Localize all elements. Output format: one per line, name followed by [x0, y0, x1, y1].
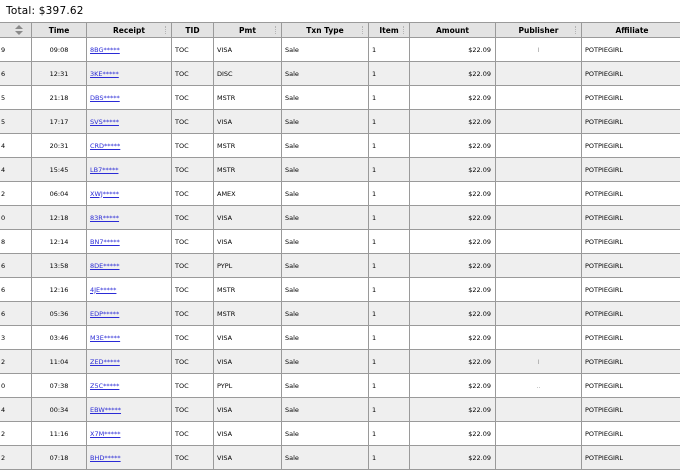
row-index-cell: 8	[0, 230, 32, 254]
table-row[interactable]	[0, 206, 680, 230]
row-index-cell: 6	[0, 254, 32, 278]
payment-method-cell: VISA	[214, 446, 282, 470]
affiliate-cell: POTPIEGIRL	[582, 38, 680, 62]
affiliate-cell: POTPIEGIRL	[582, 134, 680, 158]
table-row[interactable]	[0, 134, 680, 158]
time-cell: 12:14	[32, 230, 87, 254]
receipt-link[interactable]: ZED*****	[90, 357, 120, 366]
txn-type-cell: Sale	[282, 38, 369, 62]
txn-type-cell: Sale	[282, 230, 369, 254]
row-index-cell: 2	[0, 446, 32, 470]
tid-cell: TOC	[172, 278, 214, 302]
payment-method-cell: VISA	[214, 422, 282, 446]
tid-cell: TOC	[172, 86, 214, 110]
table-row[interactable]	[0, 86, 680, 110]
column-header-time[interactable]: Time	[32, 23, 87, 38]
row-index-cell: 6	[0, 302, 32, 326]
row-index-cell: 6	[0, 62, 32, 86]
publisher-cell	[496, 302, 582, 326]
row-index-cell: 4	[0, 158, 32, 182]
txn-type-cell: Sale	[282, 350, 369, 374]
table-header-row	[0, 23, 680, 38]
publisher-cell	[496, 206, 582, 230]
receipt-cell	[87, 398, 172, 422]
payment-method-cell: VISA	[214, 206, 282, 230]
amount-cell: $22.09	[410, 254, 496, 278]
receipt-link[interactable]: XWJ*****	[90, 189, 120, 198]
receipt-link[interactable]: CRD*****	[90, 141, 121, 150]
time-cell: 12:18	[32, 206, 87, 230]
txn-type-cell: Sale	[282, 158, 369, 182]
payment-method-cell: VISA	[214, 398, 282, 422]
tid-cell: TOC	[172, 38, 214, 62]
row-index-cell: 0	[0, 374, 32, 398]
time-cell: 21:18	[32, 86, 87, 110]
txn-type-cell: Sale	[282, 374, 369, 398]
receipt-link[interactable]: 8BG*****	[90, 45, 120, 54]
payment-method-cell: VISA	[214, 350, 282, 374]
txn-type-cell: Sale	[282, 62, 369, 86]
publisher-cell	[496, 134, 582, 158]
amount-cell: $22.09	[410, 374, 496, 398]
tid-cell: TOC	[172, 158, 214, 182]
time-cell: 00:34	[32, 398, 87, 422]
transactions-table	[0, 22, 680, 470]
amount-cell: $22.09	[410, 302, 496, 326]
affiliate-cell: POTPIEGIRL	[582, 110, 680, 134]
tid-cell: TOC	[172, 62, 214, 86]
publisher-cell	[496, 326, 582, 350]
time-cell: 17:17	[32, 110, 87, 134]
amount-cell: $22.09	[410, 230, 496, 254]
row-index-cell: 2	[0, 182, 32, 206]
publisher-cell	[496, 398, 582, 422]
affiliate-cell: POTPIEGIRL	[582, 230, 680, 254]
table-row[interactable]	[0, 110, 680, 134]
tid-cell: TOC	[172, 302, 214, 326]
affiliate-cell: POTPIEGIRL	[582, 254, 680, 278]
table-row[interactable]	[0, 350, 680, 374]
affiliate-cell: POTPIEGIRL	[582, 422, 680, 446]
tid-cell: TOC	[172, 374, 214, 398]
receipt-cell	[87, 182, 172, 206]
table-row[interactable]	[0, 230, 680, 254]
time-cell: 13:58	[32, 254, 87, 278]
receipt-cell	[87, 446, 172, 470]
time-cell: 09:08	[32, 38, 87, 62]
column-header-label: Pmt	[239, 25, 256, 35]
affiliate-cell: POTPIEGIRL	[582, 446, 680, 470]
column-header-tid[interactable]: TID	[172, 23, 214, 38]
table-row[interactable]	[0, 446, 680, 470]
item-cell: 1	[369, 38, 410, 62]
table-row[interactable]	[0, 254, 680, 278]
item-cell: 1	[369, 398, 410, 422]
amount-cell: $22.09	[410, 278, 496, 302]
time-cell: 07:38	[32, 374, 87, 398]
item-cell: 1	[369, 374, 410, 398]
affiliate-cell: POTPIEGIRL	[582, 158, 680, 182]
column-header-index[interactable]	[0, 23, 32, 38]
column-separator	[362, 26, 364, 34]
table-row[interactable]	[0, 182, 680, 206]
txn-type-cell: Sale	[282, 326, 369, 350]
amount-cell: $22.09	[410, 38, 496, 62]
payment-method-cell: VISA	[214, 230, 282, 254]
payment-method-cell: VISA	[214, 38, 282, 62]
item-cell: 1	[369, 62, 410, 86]
tid-cell: TOC	[172, 230, 214, 254]
tid-cell: TOC	[172, 326, 214, 350]
affiliate-cell: POTPIEGIRL	[582, 206, 680, 230]
receipt-cell	[87, 158, 172, 182]
publisher-cell	[496, 230, 582, 254]
receipt-link[interactable]: EDP*****	[90, 309, 120, 318]
publisher-cell	[496, 182, 582, 206]
time-cell: 05:36	[32, 302, 87, 326]
amount-cell: $22.09	[410, 86, 496, 110]
time-cell: 12:31	[32, 62, 87, 86]
amount-cell: $22.09	[410, 62, 496, 86]
receipt-cell	[87, 38, 172, 62]
column-header-label: Txn Type	[306, 25, 344, 35]
affiliate-cell: POTPIEGIRL	[582, 278, 680, 302]
receipt-link[interactable]: DBS*****	[90, 93, 120, 102]
tid-cell: TOC	[172, 134, 214, 158]
txn-type-cell: Sale	[282, 86, 369, 110]
row-index-cell: 0	[0, 206, 32, 230]
amount-cell: $22.09	[410, 206, 496, 230]
txn-type-cell: Sale	[282, 302, 369, 326]
item-cell: 1	[369, 278, 410, 302]
item-cell: 1	[369, 422, 410, 446]
payment-method-cell: MSTR	[214, 86, 282, 110]
publisher-cell	[496, 62, 582, 86]
tid-cell: TOC	[172, 398, 214, 422]
payment-method-cell: MSTR	[214, 158, 282, 182]
receipt-cell	[87, 278, 172, 302]
table-row[interactable]	[0, 278, 680, 302]
item-cell: 1	[369, 446, 410, 470]
receipt-link[interactable]: 4JE*****	[90, 285, 117, 294]
txn-type-cell: Sale	[282, 422, 369, 446]
receipt-cell	[87, 206, 172, 230]
txn-type-cell: Sale	[282, 254, 369, 278]
tid-cell: TOC	[172, 182, 214, 206]
receipt-cell	[87, 326, 172, 350]
column-separator	[165, 26, 167, 34]
receipt-cell	[87, 302, 172, 326]
item-cell: 1	[369, 206, 410, 230]
txn-type-cell: Sale	[282, 398, 369, 422]
publisher-cell: ..	[496, 374, 582, 398]
receipt-cell	[87, 86, 172, 110]
row-index-cell: 4	[0, 134, 32, 158]
receipt-link[interactable]: X7M*****	[90, 429, 121, 438]
row-index-cell: 9	[0, 38, 32, 62]
item-cell: 1	[369, 302, 410, 326]
txn-type-cell: Sale	[282, 182, 369, 206]
table-row[interactable]	[0, 62, 680, 86]
payment-method-cell: MSTR	[214, 134, 282, 158]
publisher-cell	[496, 254, 582, 278]
table-row[interactable]	[0, 374, 680, 398]
column-header-publisher[interactable]	[496, 23, 582, 38]
txn-type-cell: Sale	[282, 446, 369, 470]
tid-cell: TOC	[172, 350, 214, 374]
receipt-link[interactable]: 83R*****	[90, 213, 120, 222]
publisher-cell	[496, 86, 582, 110]
tid-cell: TOC	[172, 206, 214, 230]
publisher-cell	[496, 422, 582, 446]
time-cell: 12:16	[32, 278, 87, 302]
item-cell: 1	[369, 326, 410, 350]
time-cell: 20:31	[32, 134, 87, 158]
receipt-link[interactable]: Z5C*****	[90, 381, 120, 390]
payment-method-cell: MSTR	[214, 302, 282, 326]
payment-method-cell: AMEX	[214, 182, 282, 206]
table-body	[0, 38, 680, 470]
payment-method-cell: VISA	[214, 326, 282, 350]
table-row[interactable]	[0, 398, 680, 422]
item-cell: 1	[369, 134, 410, 158]
time-cell: 15:45	[32, 158, 87, 182]
column-separator	[575, 26, 577, 34]
receipt-link[interactable]: EBW*****	[90, 405, 122, 414]
publisher-cell: I	[496, 38, 582, 62]
table-row[interactable]	[0, 422, 680, 446]
receipt-link[interactable]: BN7*****	[90, 237, 120, 246]
receipt-link[interactable]: 8DE*****	[90, 261, 120, 270]
payment-method-cell: VISA	[214, 110, 282, 134]
publisher-cell	[496, 446, 582, 470]
total-amount: Total: $397.62	[6, 5, 84, 17]
publisher-cell	[496, 158, 582, 182]
table-row[interactable]	[0, 38, 680, 62]
receipt-link[interactable]: SVS*****	[90, 117, 119, 126]
receipt-cell	[87, 230, 172, 254]
txn-type-cell: Sale	[282, 278, 369, 302]
table-row[interactable]	[0, 302, 680, 326]
publisher-cell	[496, 278, 582, 302]
txn-type-cell: Sale	[282, 134, 369, 158]
payment-method-cell: PYPL	[214, 254, 282, 278]
tid-cell: TOC	[172, 446, 214, 470]
affiliate-cell: POTPIEGIRL	[582, 302, 680, 326]
receipt-link[interactable]: 3KE*****	[90, 69, 119, 78]
amount-cell: $22.09	[410, 350, 496, 374]
time-cell: 06:04	[32, 182, 87, 206]
receipt-cell	[87, 350, 172, 374]
receipt-cell	[87, 134, 172, 158]
tid-cell: TOC	[172, 254, 214, 278]
affiliate-cell: POTPIEGIRL	[582, 398, 680, 422]
row-index-cell: 5	[0, 110, 32, 134]
time-cell: 07:18	[32, 446, 87, 470]
column-separator	[275, 26, 277, 34]
row-index-cell: 4	[0, 398, 32, 422]
row-index-cell: 2	[0, 422, 32, 446]
receipt-cell	[87, 110, 172, 134]
tid-cell: TOC	[172, 422, 214, 446]
amount-cell: $22.09	[410, 326, 496, 350]
publisher-cell: I	[496, 350, 582, 374]
column-header-label: Receipt	[113, 25, 145, 35]
item-cell: 1	[369, 254, 410, 278]
receipt-cell	[87, 374, 172, 398]
item-cell: 1	[369, 158, 410, 182]
affiliate-cell: POTPIEGIRL	[582, 350, 680, 374]
time-cell: 11:16	[32, 422, 87, 446]
affiliate-cell: POTPIEGIRL	[582, 86, 680, 110]
table-row[interactable]	[0, 326, 680, 350]
column-header-pmt[interactable]	[214, 23, 282, 38]
item-cell: 1	[369, 86, 410, 110]
item-cell: 1	[369, 110, 410, 134]
amount-cell: $22.09	[410, 446, 496, 470]
time-cell: 03:46	[32, 326, 87, 350]
publisher-cell	[496, 110, 582, 134]
receipt-link[interactable]: BHD*****	[90, 453, 121, 462]
txn-type-cell: Sale	[282, 110, 369, 134]
sort-icon[interactable]	[13, 24, 25, 36]
item-cell: 1	[369, 182, 410, 206]
payment-method-cell: MSTR	[214, 278, 282, 302]
receipt-cell	[87, 62, 172, 86]
column-separator	[403, 26, 405, 34]
payment-method-cell: DISC	[214, 62, 282, 86]
row-index-cell: 5	[0, 86, 32, 110]
column-header-receipt[interactable]	[87, 23, 172, 38]
column-header-item[interactable]	[369, 23, 410, 38]
table-row[interactable]	[0, 158, 680, 182]
column-header-amount[interactable]: Amount	[410, 23, 496, 38]
affiliate-cell: POTPIEGIRL	[582, 62, 680, 86]
receipt-link[interactable]: M3E*****	[90, 333, 121, 342]
txn-type-cell: Sale	[282, 206, 369, 230]
amount-cell: $22.09	[410, 398, 496, 422]
item-cell: 1	[369, 230, 410, 254]
column-header-label: Item	[379, 25, 399, 35]
item-cell: 1	[369, 350, 410, 374]
row-index-cell: 2	[0, 350, 32, 374]
receipt-cell	[87, 254, 172, 278]
amount-cell: $22.09	[410, 158, 496, 182]
column-header-label: Publisher	[518, 25, 559, 35]
row-index-cell: 3	[0, 326, 32, 350]
amount-cell: $22.09	[410, 422, 496, 446]
affiliate-cell: POTPIEGIRL	[582, 374, 680, 398]
receipt-cell	[87, 422, 172, 446]
time-cell: 11:04	[32, 350, 87, 374]
affiliate-cell: POTPIEGIRL	[582, 182, 680, 206]
tid-cell: TOC	[172, 110, 214, 134]
receipt-link[interactable]: LB7*****	[90, 165, 119, 174]
amount-cell: $22.09	[410, 182, 496, 206]
payment-method-cell: PYPL	[214, 374, 282, 398]
amount-cell: $22.09	[410, 110, 496, 134]
affiliate-cell: POTPIEGIRL	[582, 326, 680, 350]
amount-cell: $22.09	[410, 134, 496, 158]
row-index-cell: 6	[0, 278, 32, 302]
column-header-affiliate[interactable]: Affiliate	[582, 23, 680, 38]
column-header-txn-type[interactable]	[282, 23, 369, 38]
